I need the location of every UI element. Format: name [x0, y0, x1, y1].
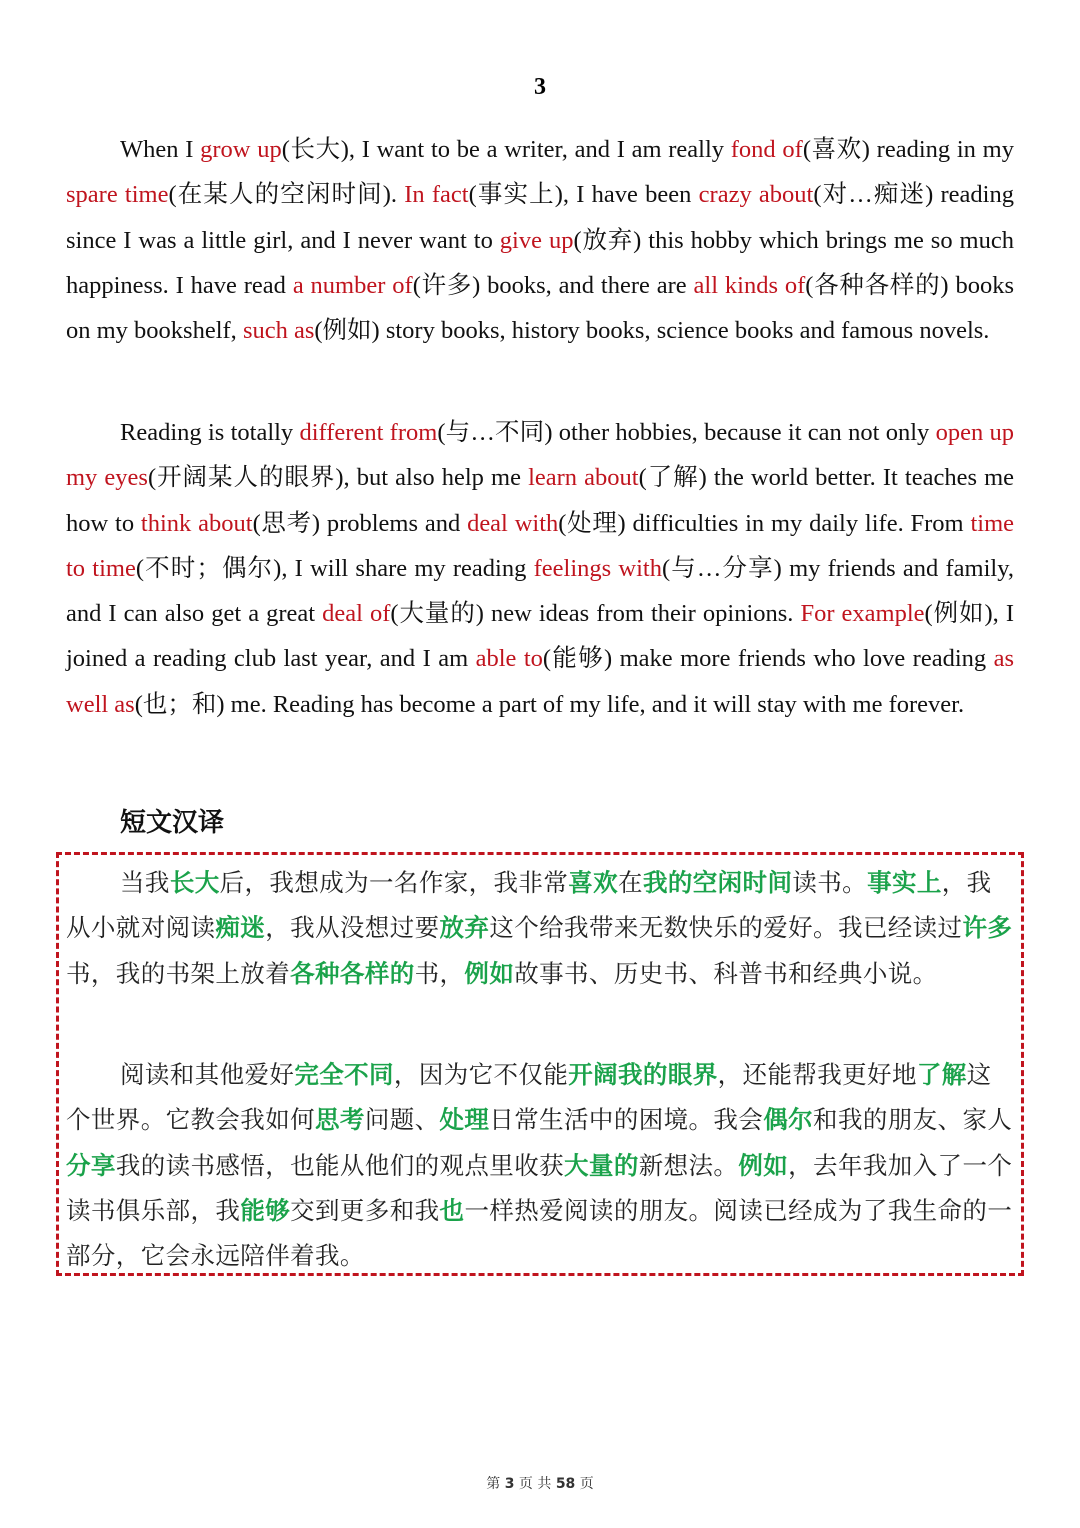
text-run: (与…不同) other hobbies, because it can not only: [437, 419, 936, 446]
highlighted-phrase: such as: [242, 317, 315, 345]
highlighted-phrase: 放弃: [439, 913, 490, 943]
text-run: (也；和) me. Reading has become a part of my life, and it will stay with me forever.: [134, 690, 965, 718]
text-run: 交到更多和我: [290, 1195, 440, 1225]
highlighted-phrase: think about: [140, 509, 253, 537]
chinese-paragraph-2: [66, 1052, 1016, 1278]
highlighted-phrase: 喜欢: [568, 868, 619, 897]
highlighted-phrase: 例如: [464, 958, 515, 988]
text-run: 我的读书感悟，也能从他们的观点里收获: [115, 1150, 565, 1180]
text-run: 这个世界。它教会我如何: [66, 1060, 992, 1135]
highlighted-phrase: all kinds of: [693, 271, 806, 299]
text-run: ，还能帮我更好地: [717, 1060, 917, 1089]
text-run: (思考) problems and: [252, 509, 468, 537]
highlighted-phrase: as well as: [66, 645, 1014, 718]
highlighted-phrase: 痴迷: [215, 913, 266, 943]
highlighted-phrase: deal of: [322, 600, 391, 628]
text-run: ，我从没想过要: [265, 913, 440, 943]
highlighted-phrase: grow up: [200, 136, 282, 163]
text-run: 读书。: [792, 868, 868, 897]
highlighted-phrase: learn about: [528, 464, 639, 492]
text-run: 当我: [120, 868, 170, 897]
text-run: ，因为它不仅能: [393, 1060, 569, 1089]
text-run: (处理) difficulties in my daily life. From: [558, 509, 971, 537]
footer-total-pages: 58: [555, 1476, 576, 1492]
highlighted-phrase: 也: [439, 1195, 465, 1225]
highlighted-phrase: feelings with: [533, 554, 662, 582]
highlighted-phrase: In fact: [404, 181, 469, 209]
text-run: 在: [618, 868, 643, 897]
highlighted-phrase: crazy about: [698, 181, 814, 209]
text-run: 和我的朋友、家人: [813, 1105, 1013, 1135]
footer-prefix: 第: [486, 1476, 501, 1492]
text-run: 日常生活中的困境。我会: [489, 1105, 764, 1135]
text-run: Reading is totally: [120, 419, 300, 446]
highlighted-phrase: 例如: [738, 1150, 789, 1180]
text-run: (大量的) new ideas from their opinions.: [390, 600, 801, 628]
text-run: 阅读和其他爱好: [120, 1060, 295, 1089]
highlighted-phrase: 偶尔: [763, 1105, 814, 1135]
text-run: 后，我想成为一名作家，我非常: [219, 868, 569, 897]
text-run: (事实上), I have been: [468, 181, 699, 209]
english-paragraph-2: [66, 410, 1014, 727]
text-run: When I: [120, 136, 201, 163]
highlighted-phrase: 开阔我的眼界: [568, 1060, 718, 1089]
highlighted-phrase: 长大: [169, 868, 220, 897]
highlighted-phrase: 完全不同: [294, 1060, 394, 1089]
highlighted-phrase: 思考: [315, 1105, 365, 1135]
highlighted-phrase: 分享: [66, 1150, 116, 1180]
text-run: (许多) books, and there are: [412, 271, 694, 299]
text-run: ，我从小就对阅读: [66, 868, 992, 943]
highlighted-phrase: 事实上: [867, 868, 942, 897]
highlighted-phrase: 能够: [240, 1195, 291, 1225]
translation-heading: 短文汉译: [120, 808, 225, 838]
text-run: (能够) make more friends who love reading: [542, 645, 994, 673]
highlighted-phrase: give up: [499, 226, 574, 254]
text-run: 这个给我带来无数快乐的爱好。我已经读过: [489, 913, 963, 943]
highlighted-phrase: able to: [475, 645, 543, 673]
highlighted-phrase: 了解: [916, 1060, 967, 1089]
highlighted-phrase: open up my eyes: [66, 419, 1015, 492]
text-run: 书，: [414, 958, 465, 988]
english-paragraph-1: [66, 127, 1014, 353]
footer-current-page: 3: [504, 1476, 515, 1492]
page-footer: [0, 1473, 1080, 1493]
highlighted-phrase: different from: [299, 419, 438, 446]
text-run: 新想法。: [638, 1150, 739, 1180]
text-run: (喜欢) reading in my: [802, 136, 1014, 163]
text-run: (例如), I joined a reading club last year, and I am: [66, 600, 1014, 673]
text-run: (各种各样的) books on my bookshelf,: [66, 271, 1014, 345]
text-run: (与…分享) my friends and family, and I can also get a great: [66, 554, 1014, 628]
highlighted-phrase: 大量的: [564, 1150, 639, 1180]
highlighted-phrase: For example: [800, 600, 925, 628]
text-run: 问题、: [364, 1105, 440, 1135]
text-run: (对…痴迷) reading since I was a little girl, and I never want to: [66, 181, 1014, 254]
passage-number: 3: [534, 74, 546, 100]
footer-suffix: 页: [579, 1476, 594, 1492]
highlighted-phrase: a number of: [292, 271, 413, 299]
text-run: (长大), I want to be a writer, and I am really: [281, 136, 731, 163]
highlighted-phrase: 我的空闲时间: [642, 868, 793, 897]
text-run: 一样热爱阅读的朋友。阅读已经成为了我生命的一部分，它会永远陪伴着我。: [66, 1195, 1013, 1271]
text-run: (在某人的空闲时间).: [168, 181, 405, 209]
text-run: (放弃) this hobby which brings me so much happiness. I have read: [66, 226, 1014, 299]
highlighted-phrase: fond of: [730, 136, 803, 163]
text-run: (了解) the world better. It teaches me how to: [66, 464, 1015, 537]
text-run: (开阔某人的眼界), but also help me: [147, 464, 529, 492]
text-run: 书，我的书架上放着: [66, 958, 291, 988]
highlighted-phrase: 许多: [962, 913, 1013, 943]
chinese-paragraph-1: [66, 860, 1016, 996]
highlighted-phrase: spare time: [66, 181, 169, 209]
highlighted-phrase: 处理: [439, 1105, 490, 1135]
footer-middle: 页 共: [518, 1476, 552, 1492]
text-run: (例如) story books, history books, science books and famous novels.: [314, 317, 990, 345]
text-run: ，去年我加入了一个读书俱乐部，我: [66, 1150, 1013, 1225]
highlighted-phrase: time to time: [66, 509, 1014, 582]
text-run: 故事书、历史书、科普书和经典小说。: [514, 958, 938, 988]
highlighted-phrase: 各种各样的: [290, 958, 415, 988]
highlighted-phrase: deal with: [467, 509, 559, 537]
text-run: (不时；偶尔), I will share my reading: [135, 554, 534, 582]
